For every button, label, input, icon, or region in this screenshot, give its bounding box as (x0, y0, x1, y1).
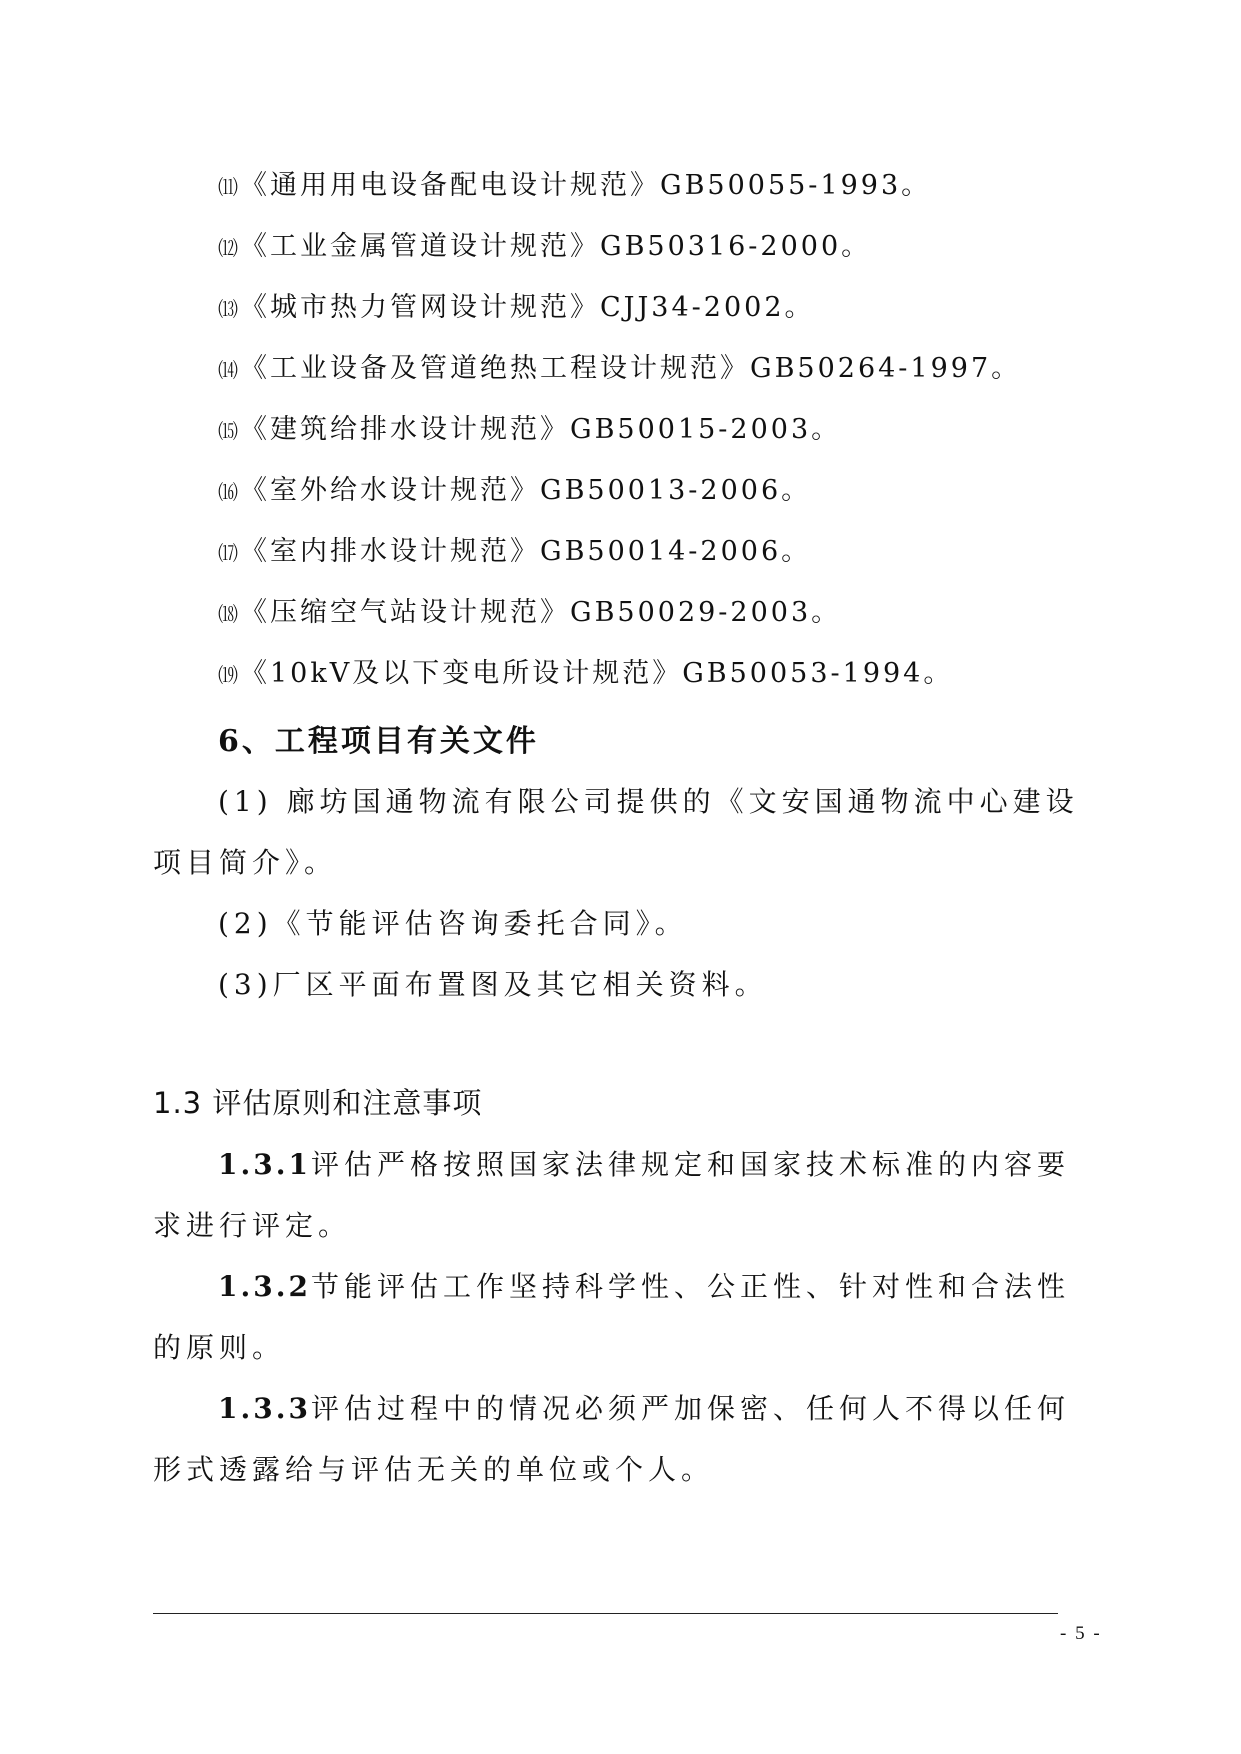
section-6-item-3: (3)厂区平面布置图及其它相关资料。 (218, 968, 768, 1001)
item-text: 《城市热力管网设计规范》CJJ34-2002。 (240, 292, 815, 323)
principle-text: 评估严格按照国家法律规定和国家技术标准的内容要求进行评定。 (153, 1148, 1070, 1242)
item-number: ⒆ (218, 663, 238, 687)
list-item (218, 593, 1098, 654)
standards-list (218, 166, 1098, 715)
item-number: ⑾ (218, 175, 238, 199)
page-number: - 5 - (1060, 1623, 1102, 1644)
item-text: 《室外给水设计规范》GB50013-2006。 (240, 475, 812, 506)
list-item (218, 227, 1098, 288)
item-number: ⒃ (218, 480, 238, 504)
principle-text: 评估过程中的情况必须严加保密、任何人不得以任何形式透露给与评估无关的单位或个人。 (153, 1392, 1070, 1486)
item-number: ⒅ (218, 602, 238, 626)
principle-1-3-2 (153, 1256, 1093, 1378)
footer-divider (153, 1613, 1058, 1614)
principle-number: 1.3.2 (218, 1270, 311, 1303)
principle-1-3-3 (153, 1378, 1093, 1500)
item-text: 《室内排水设计规范》GB50014-2006。 (240, 536, 812, 567)
principle-text: 节能评估工作坚持科学性、公正性、针对性和合法性的原则。 (153, 1270, 1070, 1364)
item-text: 《通用用电设备配电设计规范》GB50055-1993。 (240, 170, 932, 201)
list-item (218, 288, 1098, 349)
section-6-item-1: (1) 廊坊国通物流有限公司提供的《文安国通物流中心建设项目简介》。 (153, 785, 1079, 879)
item-number: ⒂ (218, 419, 238, 443)
item-number: ⒁ (218, 358, 238, 382)
item-number: ⑿ (218, 236, 238, 260)
list-item (218, 654, 1098, 715)
list-item (218, 410, 1098, 471)
item-text: 《工业金属管道设计规范》GB50316-2000。 (240, 231, 872, 262)
principle-1-3-1 (153, 1134, 1093, 1256)
list-item (218, 349, 1098, 410)
list-item (218, 471, 1098, 532)
list-item (218, 532, 1098, 593)
item-text: 《10kV及以下变电所设计规范》GB50053-1994。 (240, 658, 954, 689)
item-text: 《压缩空气站设计规范》GB50029-2003。 (240, 597, 842, 628)
principle-number: 1.3.3 (218, 1392, 311, 1425)
section-1-3-heading: 1.3 评估原则和注意事项 (153, 1086, 483, 1120)
item-number: ⒄ (218, 541, 238, 565)
list-item (218, 166, 1098, 227)
item-text: 《工业设备及管道绝热工程设计规范》GB50264-1997。 (240, 353, 1022, 384)
item-text: 《建筑给排水设计规范》GB50015-2003。 (240, 414, 842, 445)
section-6-item-2: (2)《节能评估咨询委托合同》。 (218, 907, 688, 940)
principle-number: 1.3.1 (218, 1148, 311, 1181)
section-6-heading: 6、工程项目有关文件 (218, 724, 539, 759)
item-number: ⒀ (218, 297, 238, 321)
